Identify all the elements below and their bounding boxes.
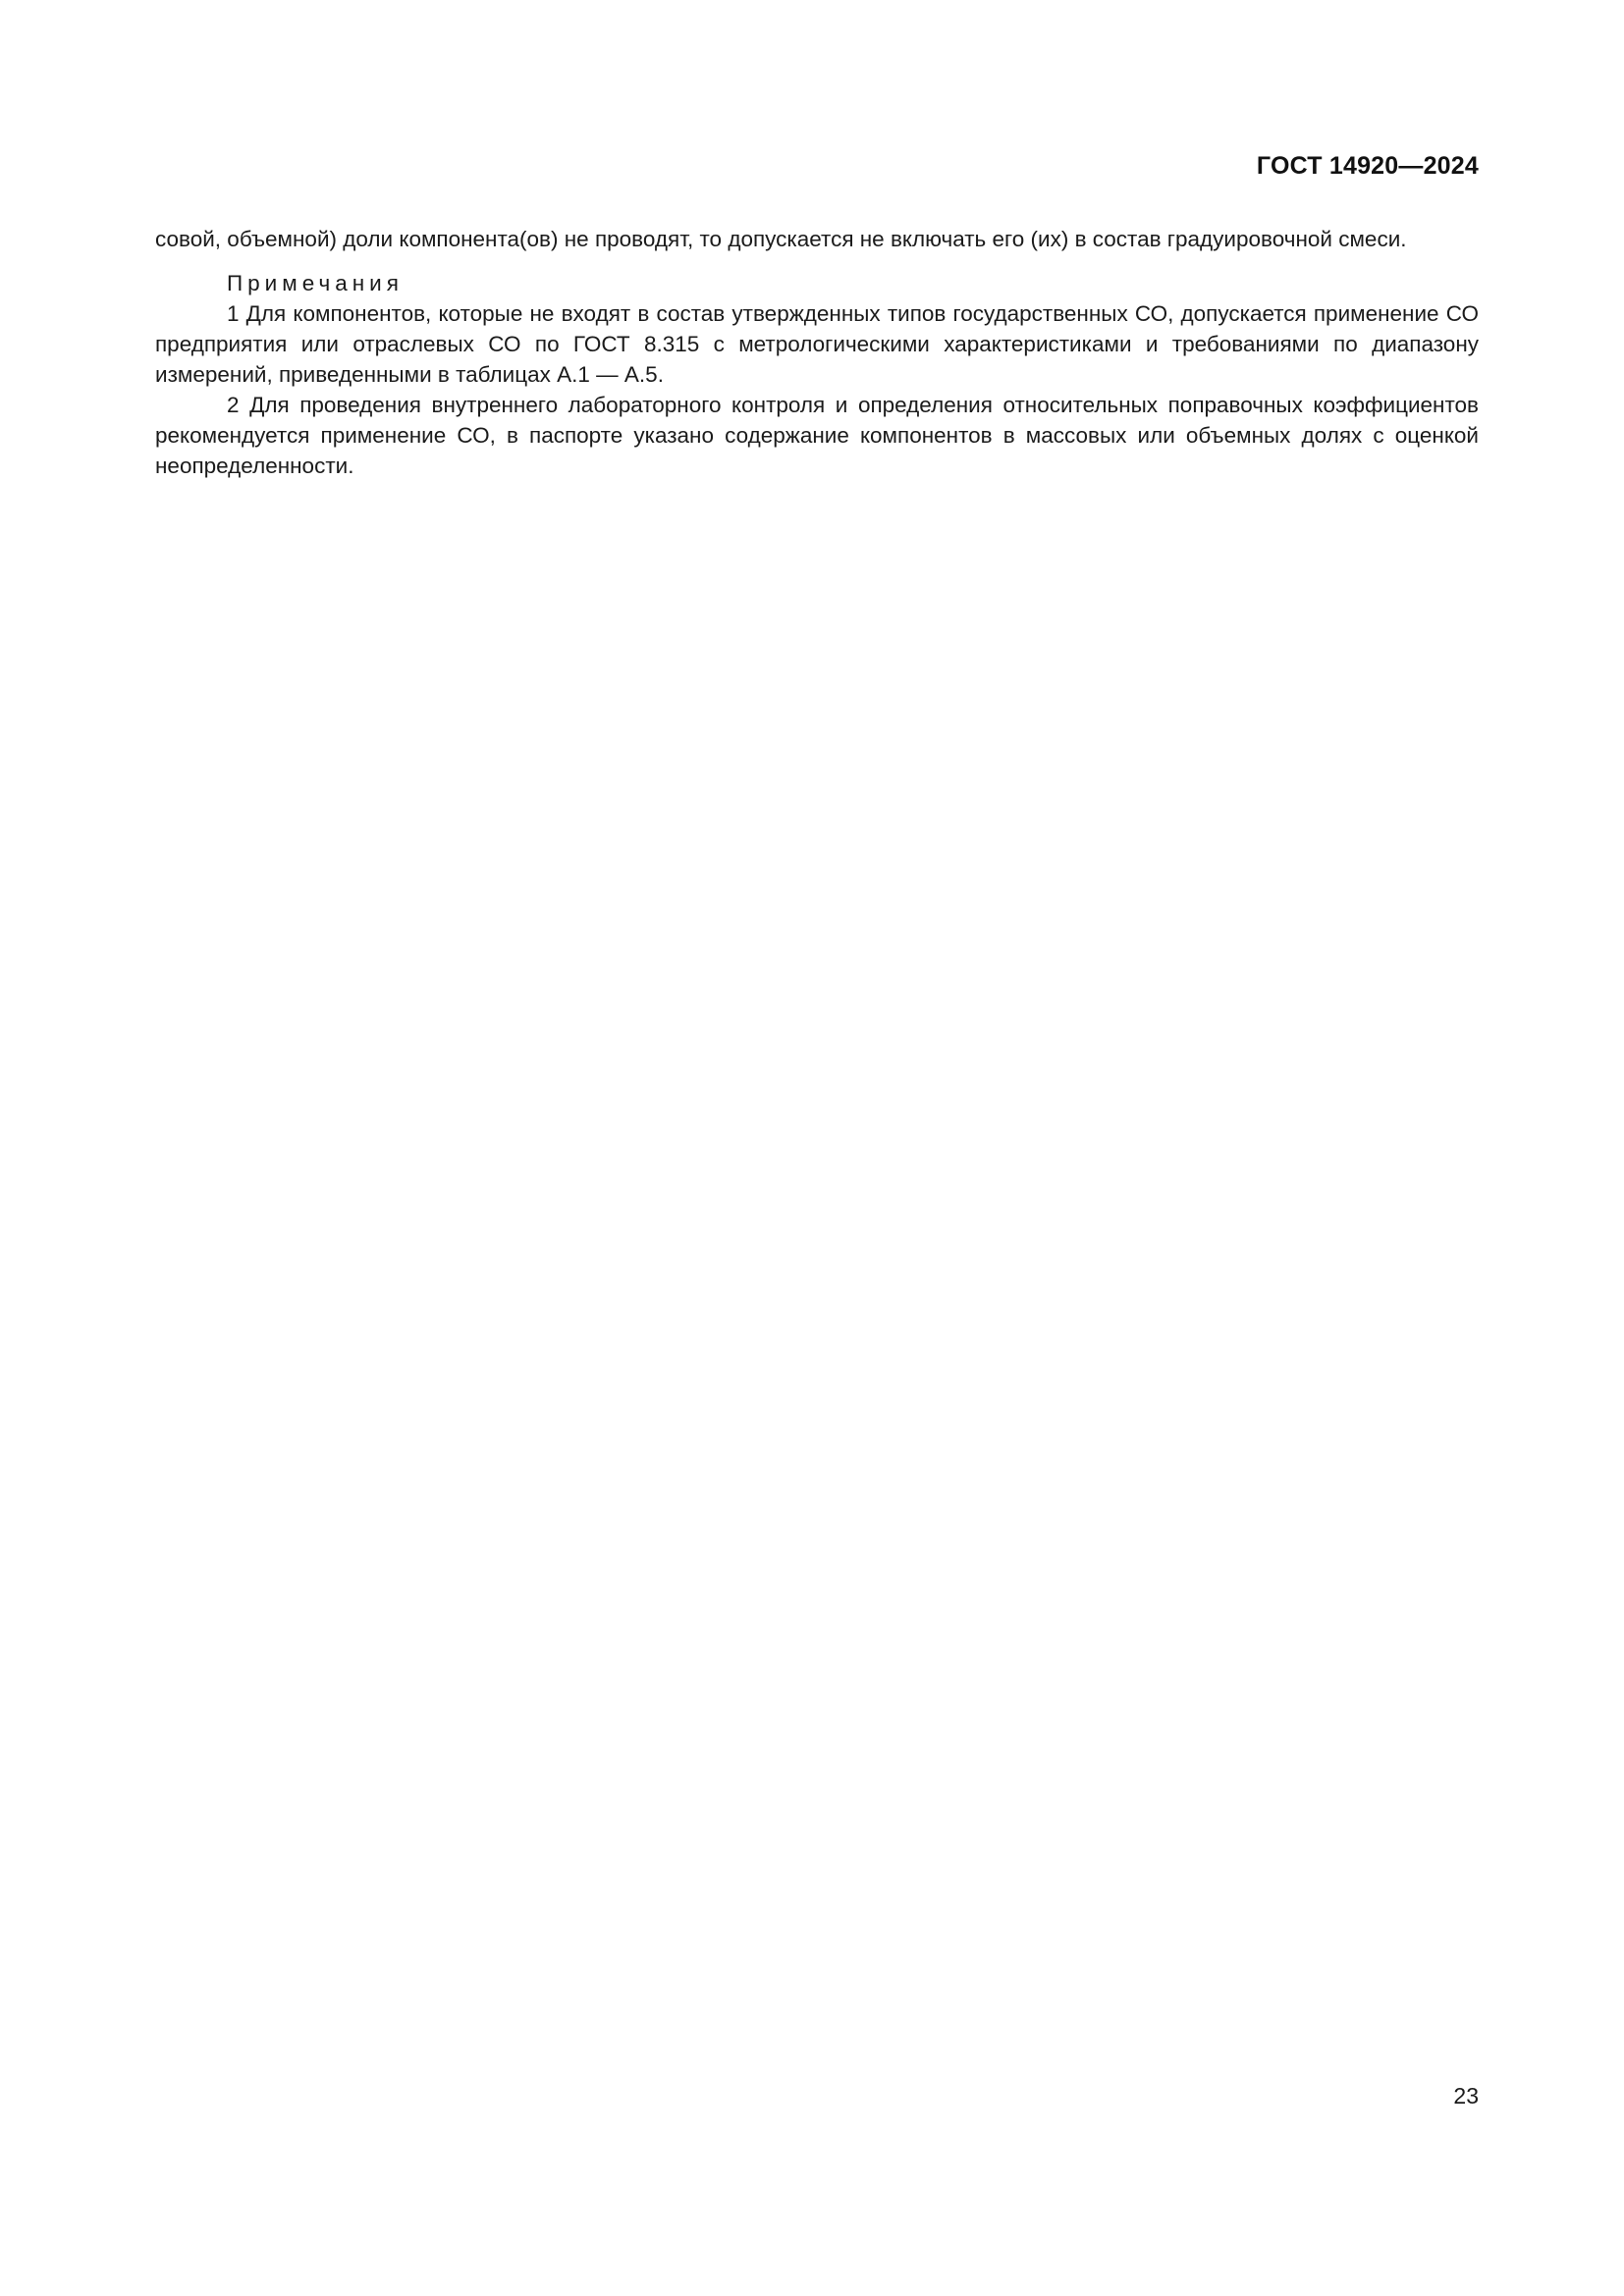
continuation-paragraph: совой, объемной) доли компонента(ов) не проводят, то допускается не включать его (их) в состав градуировочной смеси.: [155, 227, 1407, 251]
page-number: 23: [1453, 2083, 1479, 2109]
note-item-2: 2 Для проведения внутреннего лабораторного контроля и определения относительных поправочных коэффициентов рекомендуется применение СО, в паспорте указано содержание компонентов в массовых или объемных долях с оценкой неопределенности.: [155, 393, 1479, 478]
notes-block: [155, 268, 1479, 481]
notes-title: Примечания: [227, 271, 404, 295]
note-item-1: 1 Для компонентов, которые не входят в состав утвержденных типов государственных СО, допускается применение СО предприятия или отраслевых СО по ГОСТ 8.315 с метрологическими характеристиками и требованиями по диапазону измерений, приведенными в таблицах А.1 — А.5.: [155, 301, 1479, 387]
standard-code-header: ГОСТ 14920—2024: [1256, 152, 1479, 180]
page-content: [155, 224, 1479, 481]
